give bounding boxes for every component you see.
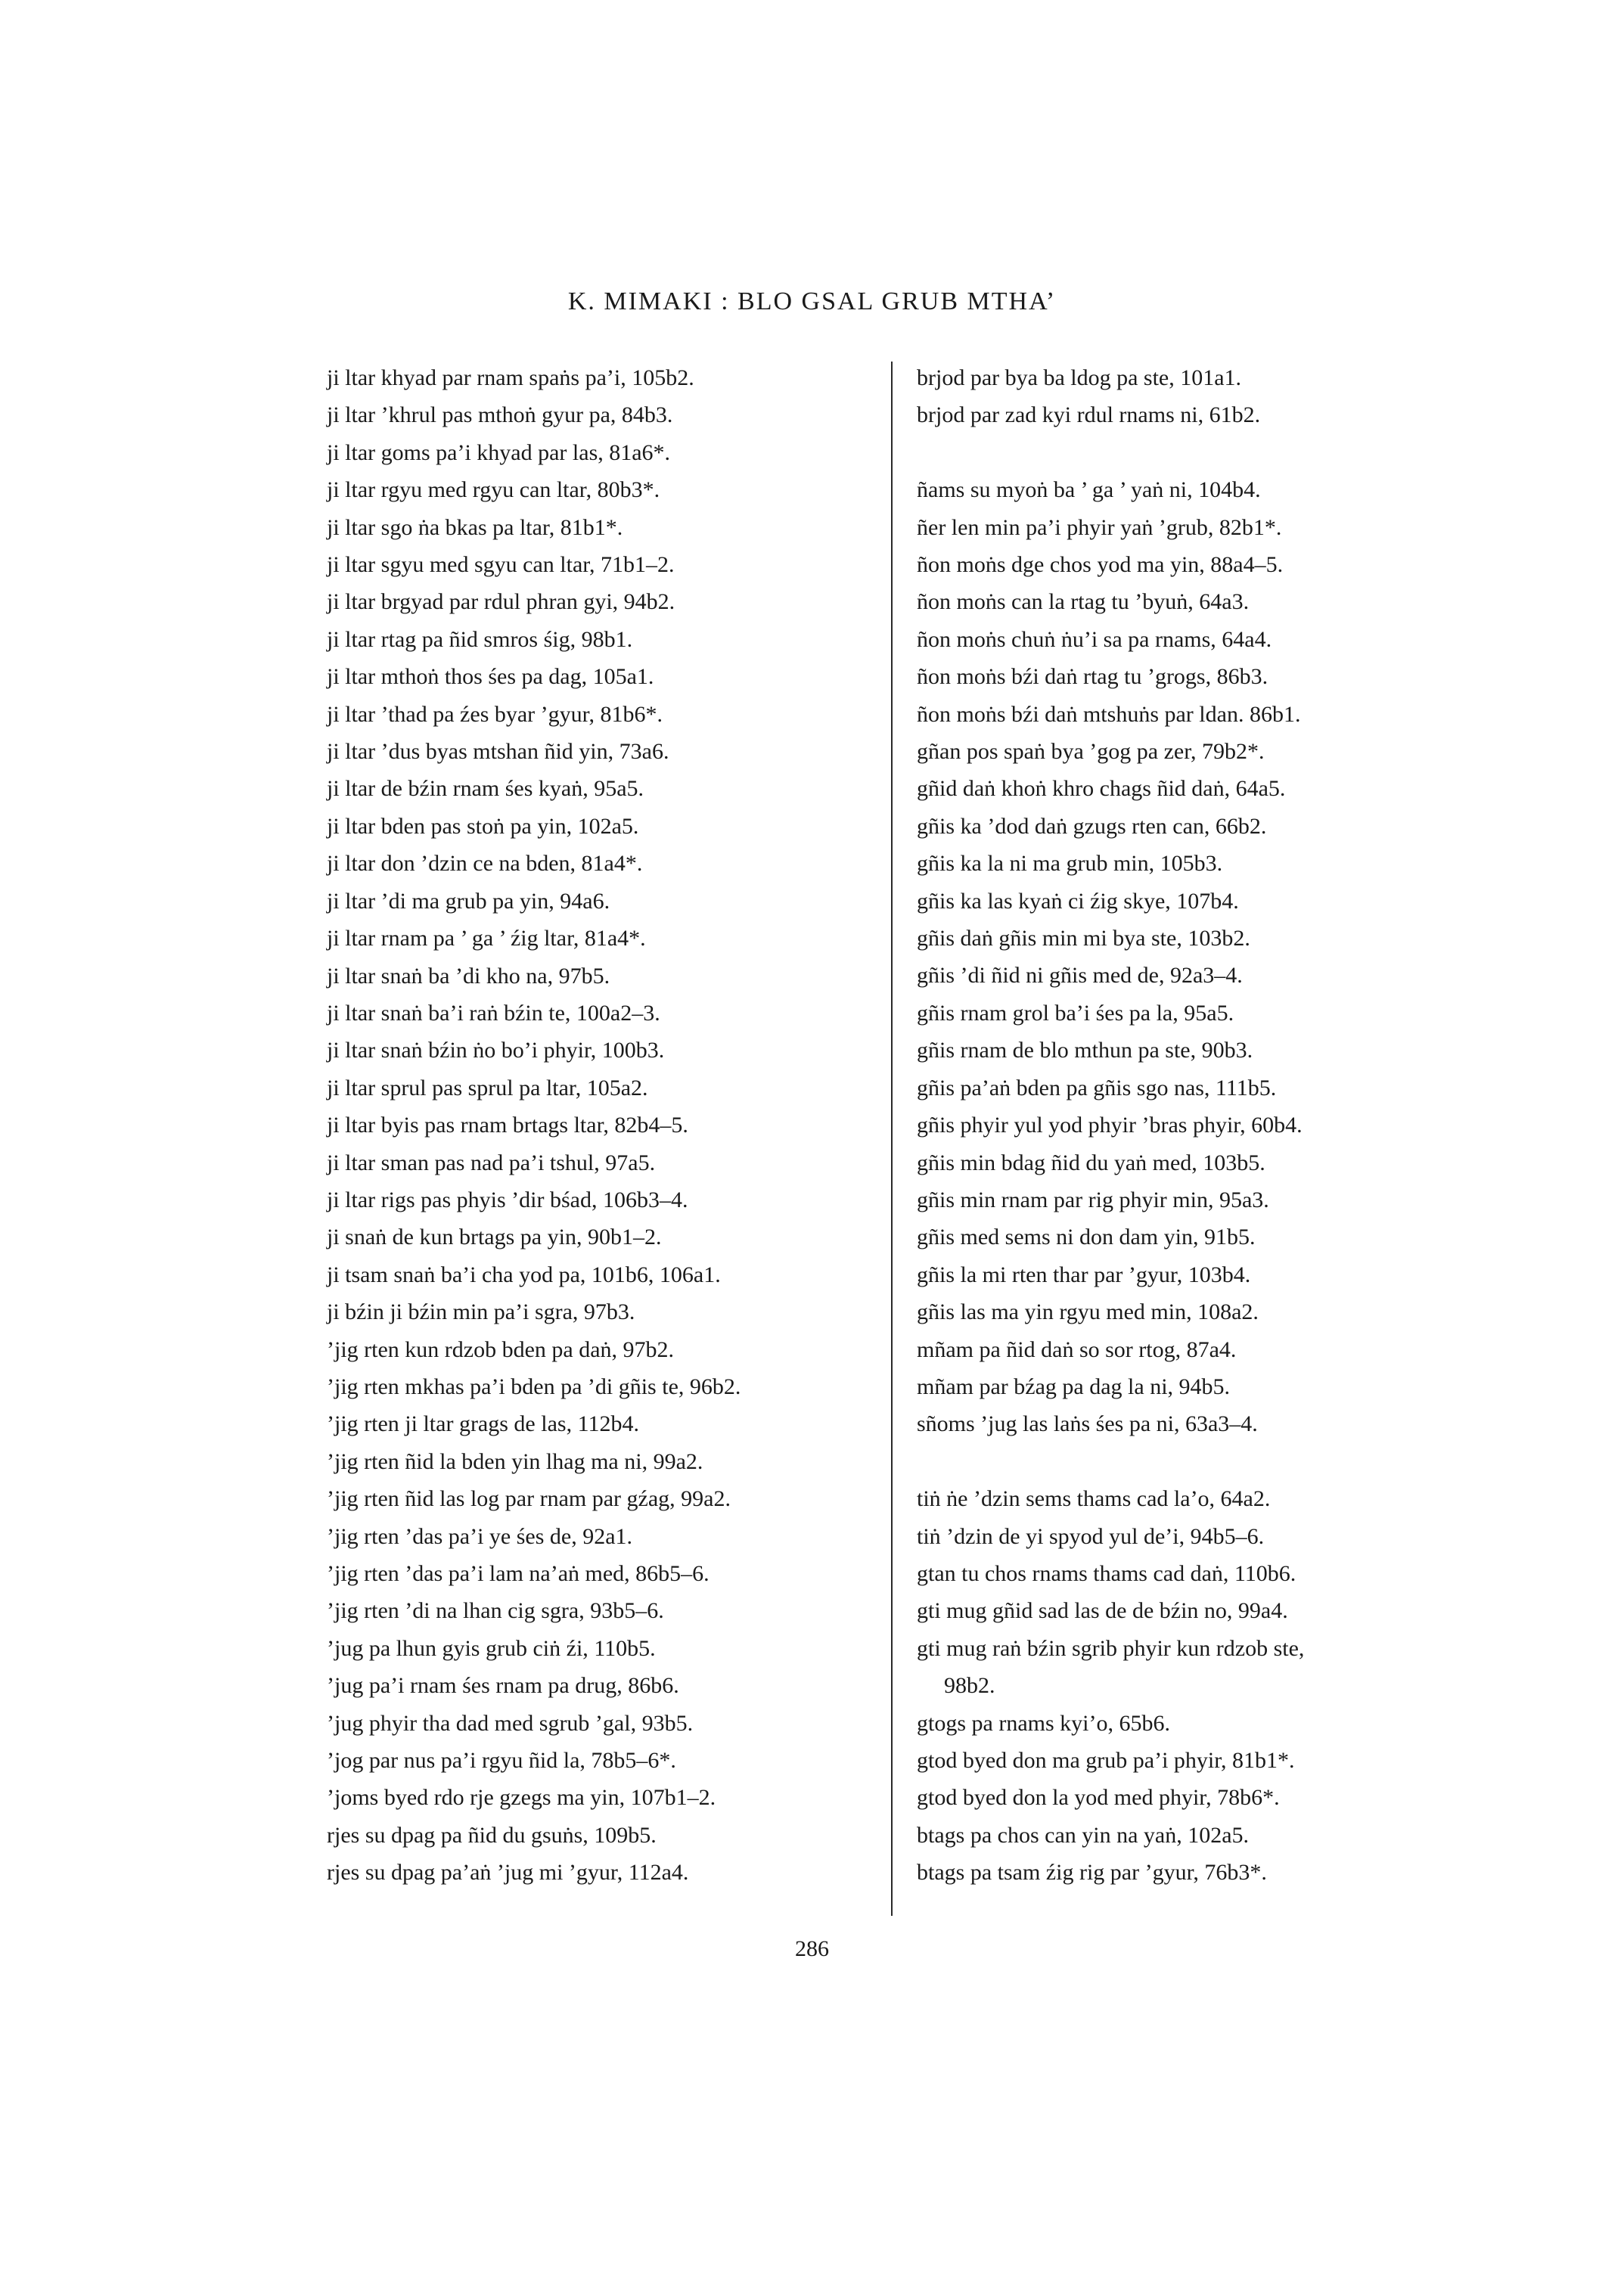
index-entry: ñon moṅs bźi daṅ mtshuṅs par ldan. 86b1. xyxy=(917,701,1301,727)
index-entry: mñam pa ñid daṅ so sor rtog, 87a4. xyxy=(917,1336,1237,1362)
index-entry: gñis rnam grol ba’i śes pa la, 95a5. xyxy=(917,1000,1234,1026)
index-entry: gñis min bdag ñid du yaṅ med, 103b5. xyxy=(917,1150,1265,1175)
section-gap xyxy=(917,1443,1304,1480)
index-entry: ’jig rten ji ltar grags de las, 112b4. xyxy=(327,1411,639,1437)
index-entry: ’jig rten ñid las log par rnam par gźag, 99a2. xyxy=(327,1486,731,1512)
index-entry: gñis med sems ni don dam yin, 91b5. xyxy=(917,1225,1256,1250)
index-entry: ’jig rten ñid la bden yin lhag ma ni, 99a2. xyxy=(327,1448,703,1474)
index-entry: mñam par bźag pa dag la ni, 94b5. xyxy=(917,1374,1231,1399)
index-entry: ’jig rten kun rdzob bden pa daṅ, 97b2. xyxy=(327,1336,675,1362)
index-entry: ji ltar ’khrul pas mthoṅ gyur pa, 84b3. xyxy=(327,402,673,428)
index-entry: gñis pa’aṅ bden pa gñis sgo nas, 111b5. xyxy=(917,1075,1277,1100)
index-entry: gñid daṅ khoṅ khro chags ñid daṅ, 64a5. xyxy=(917,776,1286,802)
index-entry: gñis min rnam par rig phyir min, 95a3. xyxy=(917,1187,1269,1212)
index-entry: ji ltar snaṅ bźin ṅo bo’i phyir, 100b3. xyxy=(327,1038,665,1063)
index-entry: gti mug raṅ bźin sgrib phyir kun rdzob ste, xyxy=(917,1635,1305,1661)
index-entry: ji snaṅ de kun brtags pa yin, 90b1–2. xyxy=(327,1225,662,1250)
index-entry: gtan tu chos rnams thams cad daṅ, 110b6. xyxy=(917,1560,1296,1586)
index-entry: sñoms ’jug las laṅs śes pa ni, 63a3–4. xyxy=(917,1411,1258,1437)
index-entry: ’jog par nus pa’i rgyu ñid la, 78b5–6*. xyxy=(327,1748,676,1774)
index-entry: gñis phyir yul yod phyir ’bras phyir, 60b4. xyxy=(917,1113,1303,1138)
index-entry: ji ltar ’thad pa źes byar ’gyur, 81b6*. xyxy=(327,701,663,727)
index-entry: ñon moṅs can la rtag tu ’byuṅ, 64a3. xyxy=(917,589,1250,615)
index-entry: btags pa tsam źig rig par ’gyur, 76b3*. xyxy=(917,1860,1267,1886)
index-entry: gñis las ma yin rgyu med min, 108a2. xyxy=(917,1299,1259,1325)
index-entry: ’jug pa’i rnam śes rnam pa drug, 86b6. xyxy=(327,1673,679,1699)
index-entry: ji ltar rgyu med rgyu can ltar, 80b3*. xyxy=(327,477,660,503)
index-entry: ji ltar brgyad par rdul phran gyi, 94b2. xyxy=(327,589,675,615)
index-entry: brjod par bya ba ldog pa ste, 101a1. xyxy=(917,365,1242,390)
index-entry: ñon moṅs bźi daṅ rtag tu ’grogs, 86b3. xyxy=(917,664,1268,690)
index-column-left xyxy=(327,359,741,1892)
index-entry: tiṅ ṅe ’dzin sems thams cad la’o, 64a2. xyxy=(917,1486,1271,1512)
index-entry: ji ltar rtag pa ñid smros śig, 98b1. xyxy=(327,626,633,652)
index-entry: ’jig rten ’das pa’i lam na’aṅ med, 86b5–6. xyxy=(327,1561,710,1586)
index-entry: ji ltar mthoṅ thos śes pa dag, 105a1. xyxy=(327,664,654,690)
index-entry: ñon moṅs dge chos yod ma yin, 88a4–5. xyxy=(917,552,1284,578)
index-entry: ji ltar rigs pas phyis ’dir bśad, 106b3–4. xyxy=(327,1187,688,1212)
index-entry: ’jig rten ’das pa’i ye śes de, 92a1. xyxy=(327,1523,633,1549)
index-entry: gñis daṅ gñis min mi bya ste, 103b2. xyxy=(917,926,1250,951)
index-entry: ji ltar khyad par rnam spaṅs pa’i, 105b2. xyxy=(327,365,694,390)
index-entry: ji ltar de bźin rnam śes kyaṅ, 95a5. xyxy=(327,776,644,802)
index-entry: ji ltar don ’dzin ce na bden, 81a4*. xyxy=(327,851,643,877)
index-entry: gñan pos spaṅ bya ’gog pa zer, 79b2*. xyxy=(917,739,1265,765)
index-entry: ji ltar ’dus byas mtshan ñid yin, 73a6. xyxy=(327,739,669,765)
index-entry: gñis ka las kyaṅ ci źig skye, 107b4. xyxy=(917,888,1239,914)
index-column-right xyxy=(917,359,1304,1892)
index-entry: ji bźin ji bźin min pa’i sgra, 97b3. xyxy=(327,1299,635,1325)
index-entry: ñon moṅs chuṅ ṅu’i sa pa rnams, 64a4. xyxy=(917,626,1272,652)
section-gap xyxy=(917,434,1304,471)
index-entry: gñis ’di ñid ni gñis med de, 92a3–4. xyxy=(917,963,1243,989)
page-number: 286 xyxy=(795,1936,829,1961)
index-entry: rjes su dpag pa’aṅ ’jug mi ’gyur, 112a4. xyxy=(327,1860,689,1886)
index-entry: ji ltar byis pas rnam brtags ltar, 82b4–5. xyxy=(327,1113,688,1138)
index-entry: 98b2. xyxy=(944,1673,995,1699)
index-entry: gtod byed don la yod med phyir, 78b6*. xyxy=(917,1785,1280,1811)
index-entry: btags pa chos can yin na yaṅ, 102a5. xyxy=(917,1822,1250,1848)
index-entry: ’joms byed rdo rje gzegs ma yin, 107b1–2. xyxy=(327,1785,716,1811)
index-entry: ji ltar sgyu med sgyu can ltar, 71b1–2. xyxy=(327,552,675,578)
index-entry: gñis ka la ni ma grub min, 105b3. xyxy=(917,851,1223,877)
index-entry: gti mug gñid sad las de de bźin no, 99a4. xyxy=(917,1598,1288,1624)
index-entry: ji ltar rnam pa ’ ga ’ źig ltar, 81a4*. xyxy=(327,926,646,951)
index-entry: ji ltar bden pas stoṅ pa yin, 102a5. xyxy=(327,813,639,839)
index-entry: ji ltar goms pa’i khyad par las, 81a6*. xyxy=(327,439,671,465)
index-entry: rjes su dpag pa ñid du gsuṅs, 109b5. xyxy=(327,1822,657,1848)
index-entry: ’jig rten mkhas pa’i bden pa ’di gñis te, 96b2. xyxy=(327,1374,741,1399)
index-entry: gtogs pa rnams kyi’o, 65b6. xyxy=(917,1710,1170,1736)
index-entry: ñams su myoṅ ba ’ ga ’ yaṅ ni, 104b4. xyxy=(917,477,1261,503)
index-entry: ñer len min pa’i phyir yaṅ ’grub, 82b1*. xyxy=(917,514,1282,540)
index-entry: tiṅ ’dzin de yi spyod yul de’i, 94b5–6. xyxy=(917,1523,1265,1549)
index-entry: ji ltar snaṅ ba ’di kho na, 97b5. xyxy=(327,963,610,989)
index-entry: gñis rnam de blo mthun pa ste, 90b3. xyxy=(917,1038,1253,1063)
index-entry: ji ltar sman pas nad pa’i tshul, 97a5. xyxy=(327,1150,656,1175)
index-entry: ji ltar ’di ma grub pa yin, 94a6. xyxy=(327,888,610,914)
index-entry: ’jug phyir tha dad med sgrub ’gal, 93b5. xyxy=(327,1710,694,1736)
running-header: K. MIMAKI : BLO GSAL GRUB MTHA’ xyxy=(567,287,1057,315)
index-entry: ji ltar sgo ṅa bkas pa ltar, 81b1*. xyxy=(327,514,623,540)
index-entry: ji tsam snaṅ ba’i cha yod pa, 101b6, 106a1. xyxy=(327,1262,721,1287)
index-entry: ’jug pa lhun gyis grub ciṅ źi, 110b5. xyxy=(327,1635,656,1661)
index-entry: ji ltar sprul pas sprul pa ltar, 105a2. xyxy=(327,1075,648,1100)
index-entry: gñis la mi rten thar par ’gyur, 103b4. xyxy=(917,1262,1251,1287)
column-divider xyxy=(891,362,893,1916)
index-entry: ’jig rten ’di na lhan cig sgra, 93b5–6. xyxy=(327,1598,664,1624)
index-entry: ji ltar snaṅ ba’i raṅ bźin te, 100a2–3. xyxy=(327,1000,660,1026)
index-entry: brjod par zad kyi rdul rnams ni, 61b2. xyxy=(917,402,1261,428)
index-entry: gñis ka ’dod daṅ gzugs rten can, 66b2. xyxy=(917,813,1267,839)
index-entry: gtod byed don ma grub pa’i phyir, 81b1*. xyxy=(917,1748,1295,1773)
